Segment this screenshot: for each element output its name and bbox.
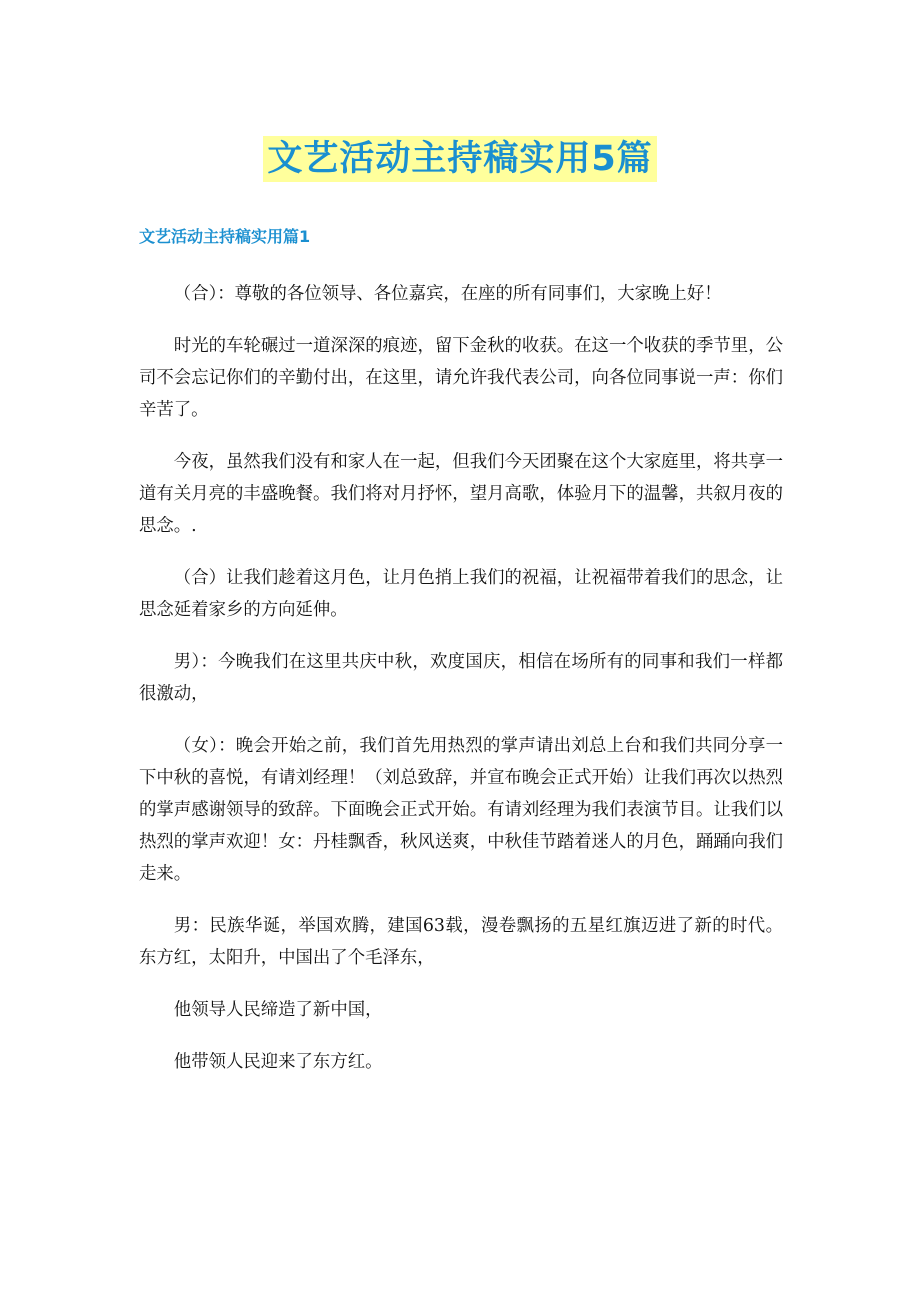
section-heading: 文艺活动主持稿实用篇1 <box>139 227 311 246</box>
paragraph: （合）：尊敬的各位领导、各位嘉宾，在座的所有同事们，大家晚上好！ <box>173 284 722 304</box>
paragraph: 他领导人民缔造了新中国， <box>173 1000 383 1020</box>
title-container <box>0 136 920 182</box>
paragraph: 男）：今晚我们在这里共庆中秋，欢度国庆，相信在场所有的同事和我们一样都很激动， <box>139 652 783 704</box>
page-title: 文艺活动主持稿实用5篇 <box>263 136 656 182</box>
paragraph: 时光的车轮碾过一道深深的痕迹，留下金秋的收获。在这一个收获的季节里，公司不会忘记你们的辛勤付出，在这里，请允许我代表公司，向各位同事说一声：你们辛苦了。 <box>139 336 783 420</box>
paragraph: 他带领人民迎来了东方红。 <box>173 1052 383 1072</box>
paragraph: （合）让我们趁着这月色，让月色捎上我们的祝福，让祝福带着我们的思念，让思念延着家乡的方向延伸。 <box>139 568 783 620</box>
paragraph: （女）：晚会开始之前，我们首先用热烈的掌声请出刘总上台和我们共同分享一下中秋的喜悦，有请刘经理！（刘总致辞，并宣布晚会正式开始）让我们再次以热烈的掌声感谢领导的致辞。下面晚会正式开始。有请刘经理为我们表演节目。让我们以热烈的掌声欢迎！女：丹桂飘香，秋风送爽，中秋佳节踏着迷人的月色，踊踊向我们走来。 <box>139 736 783 884</box>
body-text <box>139 278 783 1098</box>
paragraph: 男：民族华诞，举国欢腾，建国63载，漫卷飘扬的五星红旗迈进了新的时代。东方红，太阳升，中国出了个毛泽东， <box>139 916 783 968</box>
paragraph: 今夜，虽然我们没有和家人在一起，但我们今天团聚在这个大家庭里，将共享一道有关月亮的丰盛晚餐。我们将对月抒怀，望月高歌，体验月下的温馨，共叙月夜的思念。. <box>139 452 783 536</box>
